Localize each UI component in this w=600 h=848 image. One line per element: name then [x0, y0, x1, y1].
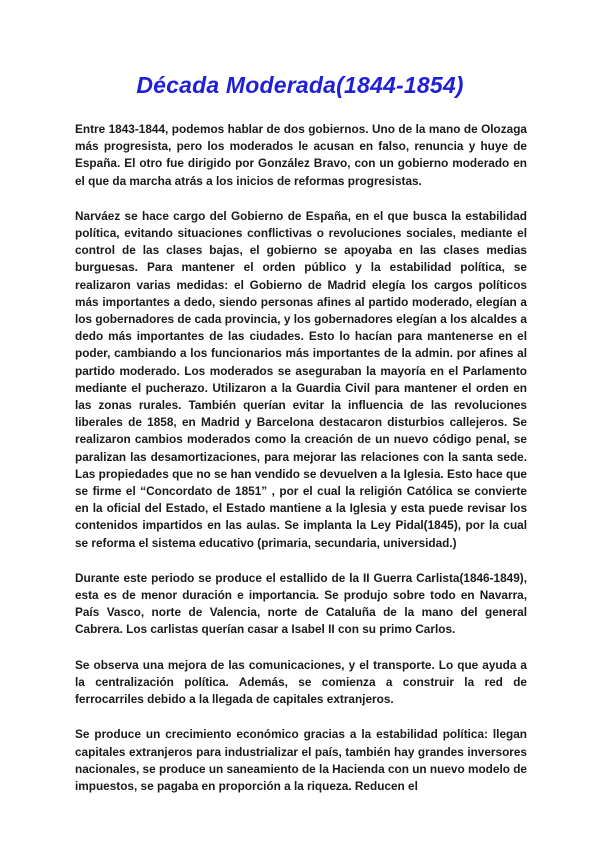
- paragraph-gobiernos: Entre 1843-1844, podemos hablar de dos gobiernos. Uno de la mano de Olozaga más progresista, pero los moderados le acusan en falso, renuncia y huye de España. El otro fue dirigido por González Bravo, con un gobierno moderado en el que da marcha atrás a los inicios de reformas progresistas.: [75, 122, 527, 188]
- document-body: [75, 121, 527, 813]
- paragraph-crecimiento: Se produce un crecimiento económico gracias a la estabilidad política: llegan capitales extranjeros para industrializar el país, también hay grandes inversores nacionales, se produce un saneamiento de la Hacienda con un nuevo modelo de impuestos, se pagaba en proporción a la riqueza. Reducen el: [75, 727, 527, 793]
- paragraph-narvaez: Narváez se hace cargo del Gobierno de España, en el que busca la estabilidad política, evitando situaciones conflictivas o revoluciones sociales, mediante el control de las clases bajas, el gobierno se apoyaba en las clases medias burguesas. Para mantener el orden público y la estabilidad política, se realizaron varias medidas: el Gobierno de Madrid elegía los cargos políticos más importantes a dedo, siendo personas afines al partido moderado, elegían a los gobernadores de cada provincia, y los gobernadores elegían a los alcaldes a dedo más importantes de las ciudades. Esto lo hacían para mantenerse en el poder, cambiando a los funcionarios más importantes de la admin. por afines al partido moderado. Los moderados se aseguraban la mayoría en el Parlamento mediante el pucherazo. Utilizaron a la Guardia Civil para mantener el orden en las zonas rurales. También querían evitar la influencia de las revoluciones liberales de 1858, en Madrid y Barcelona destacaron disturbios callejeros. Se realizaron cambios moderados como la creación de un nuevo código penal, se paralizan las desamortizaciones, para mejorar las relaciones con la santa sede. Las propiedades que no se han vendido se devuelven a la Iglesia. Esto hace que se firme el “Concordato de 1851” , por el cual la religión Católica se convierte en la oficial del Estado, el Estado mantiene a la Iglesia y esta puede revisar los contenidos impartidos en las aulas. Se implanta la Ley Pidal(1845), por la cual se reforma el sistema educativo (primaria, secundaria, universidad.): [75, 208, 527, 550]
- page-title: Década Moderada(1844-1854): [136, 72, 464, 98]
- paragraph-guerra-carlista: Durante este periodo se produce el estallido de la II Guerra Carlista(1846-1849), esta es de menor duración e importancia. Se produjo sobre todo en Navarra, País Vasco, norte de Valencia, norte de Cataluña de la mano del general Cabrera. Los carlistas querían casar a Isabel II con su primo Carlos.: [75, 570, 527, 637]
- paragraph-comunicaciones: Se observa una mejora de las comunicaciones, y el transporte. Lo que ayuda a la centralización política. Además, se comienza a construir la red de ferrocarriles debido a la llegada de capitales extranjeros.: [75, 657, 527, 707]
